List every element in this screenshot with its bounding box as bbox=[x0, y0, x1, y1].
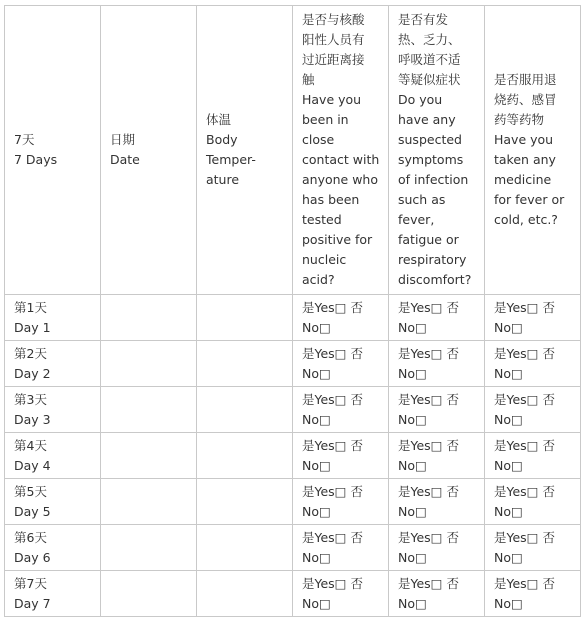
symptoms-answer-cell[interactable] bbox=[389, 525, 485, 571]
contact-answer-cell[interactable] bbox=[293, 571, 389, 617]
header-symptoms-en-2: have any bbox=[398, 112, 456, 127]
header-temperature-en-1: Body bbox=[206, 132, 238, 147]
temperature-entry-cell[interactable] bbox=[197, 479, 293, 525]
date-entry-cell[interactable] bbox=[101, 571, 197, 617]
no-option[interactable]: No□ bbox=[302, 411, 331, 427]
header-contact-cn-3: 过近距离接 bbox=[302, 52, 365, 67]
temperature-entry-cell[interactable] bbox=[197, 295, 293, 341]
header-contact-en-9: nucleic bbox=[302, 252, 347, 267]
yes-option[interactable]: 是Yes□ 否 bbox=[398, 575, 459, 591]
header-medicine-en-1: Have you bbox=[494, 132, 554, 147]
no-option[interactable]: No□ bbox=[302, 595, 331, 611]
header-medicine-cn-3: 药等药物 bbox=[494, 112, 545, 127]
temperature-entry-cell[interactable] bbox=[197, 525, 293, 571]
date-entry-cell[interactable] bbox=[101, 525, 197, 571]
symptoms-answer-cell[interactable] bbox=[389, 433, 485, 479]
day-label-en: Day 1 bbox=[14, 319, 51, 335]
header-symptoms-en-6: such as bbox=[398, 192, 446, 207]
header-symptoms-cn-3: 呼吸道不适 bbox=[398, 52, 461, 67]
yes-option[interactable]: 是Yes□ 否 bbox=[494, 483, 555, 499]
no-option[interactable]: No□ bbox=[398, 365, 427, 381]
temperature-entry-cell[interactable] bbox=[197, 433, 293, 479]
medicine-answer-cell[interactable] bbox=[485, 295, 581, 341]
header-contact-cell bbox=[293, 6, 389, 295]
header-contact-en-5: anyone who bbox=[302, 172, 379, 187]
day-label-cn: 第5天 bbox=[14, 483, 47, 499]
day-label-cn: 第1天 bbox=[14, 299, 47, 315]
day-label-en: Day 3 bbox=[14, 411, 51, 427]
contact-answer-cell[interactable] bbox=[293, 525, 389, 571]
no-option[interactable]: No□ bbox=[302, 319, 331, 335]
medicine-answer-cell[interactable] bbox=[485, 479, 581, 525]
yes-option[interactable]: 是Yes□ 否 bbox=[302, 391, 363, 407]
health-declaration-table bbox=[4, 5, 581, 617]
day-label-cn: 第3天 bbox=[14, 391, 47, 407]
yes-option[interactable]: 是Yes□ 否 bbox=[302, 575, 363, 591]
header-symptoms-cn-4: 等疑似症状 bbox=[398, 72, 461, 87]
medicine-answer-cell[interactable] bbox=[485, 571, 581, 617]
yes-option[interactable]: 是Yes□ 否 bbox=[494, 299, 555, 315]
day-label-cell bbox=[5, 479, 101, 525]
day-label-cell bbox=[5, 295, 101, 341]
no-option[interactable]: No□ bbox=[302, 457, 331, 473]
symptoms-answer-cell[interactable] bbox=[389, 479, 485, 525]
header-date-cn: 日期 bbox=[110, 132, 136, 147]
date-entry-cell[interactable] bbox=[101, 387, 197, 433]
header-contact-en-3: close bbox=[302, 132, 335, 147]
header-contact-cn-4: 触 bbox=[302, 72, 315, 87]
header-medicine-en-4: for fever or bbox=[494, 192, 565, 207]
header-symptoms-en-7: fever, bbox=[398, 212, 435, 227]
day-label-cn: 第7天 bbox=[14, 575, 47, 591]
no-option[interactable]: No□ bbox=[398, 411, 427, 427]
day-label-cell bbox=[5, 387, 101, 433]
no-option[interactable]: No□ bbox=[494, 319, 523, 335]
temperature-entry-cell[interactable] bbox=[197, 387, 293, 433]
contact-answer-cell[interactable] bbox=[293, 433, 389, 479]
header-contact-en-6: has been bbox=[302, 192, 360, 207]
day-label-cn: 第6天 bbox=[14, 529, 47, 545]
header-medicine-cell bbox=[485, 6, 581, 295]
no-option[interactable]: No□ bbox=[494, 457, 523, 473]
header-medicine-en-2: taken any bbox=[494, 152, 556, 167]
header-symptoms-en-10: discomfort? bbox=[398, 272, 472, 287]
header-contact-cn-1: 是否与核酸 bbox=[302, 12, 365, 27]
header-medicine-en-5: cold, etc.? bbox=[494, 212, 558, 227]
contact-answer-cell[interactable] bbox=[293, 387, 389, 433]
yes-option[interactable]: 是Yes□ 否 bbox=[494, 345, 555, 361]
table-row-day-1 bbox=[5, 295, 581, 341]
header-contact-en-7: tested bbox=[302, 212, 342, 227]
symptoms-answer-cell[interactable] bbox=[389, 387, 485, 433]
day-label-en: Day 7 bbox=[14, 595, 51, 611]
day-label-cell bbox=[5, 525, 101, 571]
yes-option[interactable]: 是Yes□ 否 bbox=[398, 391, 459, 407]
temperature-entry-cell[interactable] bbox=[197, 571, 293, 617]
yes-option[interactable]: 是Yes□ 否 bbox=[302, 345, 363, 361]
day-label-en: Day 4 bbox=[14, 457, 51, 473]
yes-option[interactable]: 是Yes□ 否 bbox=[398, 299, 459, 315]
day-label-en: Day 5 bbox=[14, 503, 51, 519]
header-symptoms-cell bbox=[389, 6, 485, 295]
header-row bbox=[5, 6, 581, 295]
day-label-cn: 第2天 bbox=[14, 345, 47, 361]
no-option[interactable]: No□ bbox=[494, 503, 523, 519]
header-symptoms-en-4: symptoms bbox=[398, 152, 464, 167]
day-label-cn: 第4天 bbox=[14, 437, 47, 453]
yes-option[interactable]: 是Yes□ 否 bbox=[494, 391, 555, 407]
no-option[interactable]: No□ bbox=[302, 549, 331, 565]
header-medicine-cn-2: 烧药、感冒 bbox=[494, 92, 557, 107]
header-contact-en-2: been in bbox=[302, 112, 349, 127]
no-option[interactable]: No□ bbox=[494, 411, 523, 427]
no-option[interactable]: No□ bbox=[302, 365, 331, 381]
symptoms-answer-cell[interactable] bbox=[389, 295, 485, 341]
date-entry-cell[interactable] bbox=[101, 341, 197, 387]
table-row-day-2 bbox=[5, 341, 581, 387]
no-option[interactable]: No□ bbox=[302, 503, 331, 519]
contact-answer-cell[interactable] bbox=[293, 479, 389, 525]
table-row-day-6 bbox=[5, 525, 581, 571]
table-row-day-3 bbox=[5, 387, 581, 433]
header-symptoms-en-8: fatigue or bbox=[398, 232, 459, 247]
no-option[interactable]: No□ bbox=[494, 595, 523, 611]
yes-option[interactable]: 是Yes□ 否 bbox=[302, 483, 363, 499]
yes-option[interactable]: 是Yes□ 否 bbox=[302, 299, 363, 315]
contact-answer-cell[interactable] bbox=[293, 341, 389, 387]
yes-option[interactable]: 是Yes□ 否 bbox=[398, 437, 459, 453]
no-option[interactable]: No□ bbox=[398, 595, 427, 611]
header-date-cell bbox=[101, 6, 197, 295]
symptoms-answer-cell[interactable] bbox=[389, 341, 485, 387]
no-option[interactable]: No□ bbox=[398, 503, 427, 519]
header-temperature-en-2: Temper- bbox=[206, 152, 256, 167]
medicine-answer-cell[interactable] bbox=[485, 525, 581, 571]
header-contact-en-10: acid? bbox=[302, 272, 335, 287]
yes-option[interactable]: 是Yes□ 否 bbox=[398, 345, 459, 361]
day-label-cell bbox=[5, 571, 101, 617]
yes-option[interactable]: 是Yes□ 否 bbox=[494, 575, 555, 591]
day-label-cell bbox=[5, 341, 101, 387]
no-option[interactable]: No□ bbox=[398, 457, 427, 473]
header-temperature-cell bbox=[197, 6, 293, 295]
header-contact-en-4: contact with bbox=[302, 152, 380, 167]
header-days-cell bbox=[5, 6, 101, 295]
day-label-cell bbox=[5, 433, 101, 479]
header-symptoms-en-3: suspected bbox=[398, 132, 462, 147]
symptoms-answer-cell[interactable] bbox=[389, 571, 485, 617]
header-days-cn: 7天 bbox=[14, 132, 35, 147]
medicine-answer-cell[interactable] bbox=[485, 433, 581, 479]
header-symptoms-cn-2: 热、乏力、 bbox=[398, 32, 461, 47]
header-contact-en-8: positive for bbox=[302, 232, 373, 247]
table-row-day-7 bbox=[5, 571, 581, 617]
no-option[interactable]: No□ bbox=[494, 365, 523, 381]
yes-option[interactable]: 是Yes□ 否 bbox=[494, 529, 555, 545]
header-contact-cn-2: 阳性人员有 bbox=[302, 32, 365, 47]
medicine-answer-cell[interactable] bbox=[485, 387, 581, 433]
date-entry-cell[interactable] bbox=[101, 479, 197, 525]
header-date-en: Date bbox=[110, 152, 140, 167]
header-symptoms-cn-1: 是否有发 bbox=[398, 12, 449, 27]
day-label-en: Day 2 bbox=[14, 365, 51, 381]
yes-option[interactable]: 是Yes□ 否 bbox=[398, 483, 459, 499]
medicine-answer-cell[interactable] bbox=[485, 341, 581, 387]
yes-option[interactable]: 是Yes□ 否 bbox=[302, 437, 363, 453]
temperature-entry-cell[interactable] bbox=[197, 341, 293, 387]
header-medicine-cn-1: 是否服用退 bbox=[494, 72, 557, 87]
header-days-en: 7 Days bbox=[14, 152, 58, 167]
date-entry-cell[interactable] bbox=[101, 433, 197, 479]
table-row-day-5 bbox=[5, 479, 581, 525]
header-contact-en-1: Have you bbox=[302, 92, 362, 107]
header-symptoms-en-5: of infection bbox=[398, 172, 469, 187]
contact-answer-cell[interactable] bbox=[293, 295, 389, 341]
header-symptoms-en-1: Do you bbox=[398, 92, 443, 107]
table-row-day-4 bbox=[5, 433, 581, 479]
header-temperature-cn: 体温 bbox=[206, 112, 232, 127]
date-entry-cell[interactable] bbox=[101, 295, 197, 341]
yes-option[interactable]: 是Yes□ 否 bbox=[398, 529, 459, 545]
yes-option[interactable]: 是Yes□ 否 bbox=[302, 529, 363, 545]
header-symptoms-en-9: respiratory bbox=[398, 252, 467, 267]
day-label-en: Day 6 bbox=[14, 549, 51, 565]
yes-option[interactable]: 是Yes□ 否 bbox=[494, 437, 555, 453]
header-medicine-en-3: medicine bbox=[494, 172, 552, 187]
no-option[interactable]: No□ bbox=[398, 549, 427, 565]
no-option[interactable]: No□ bbox=[398, 319, 427, 335]
no-option[interactable]: No□ bbox=[494, 549, 523, 565]
header-temperature-en-3: ature bbox=[206, 172, 240, 187]
